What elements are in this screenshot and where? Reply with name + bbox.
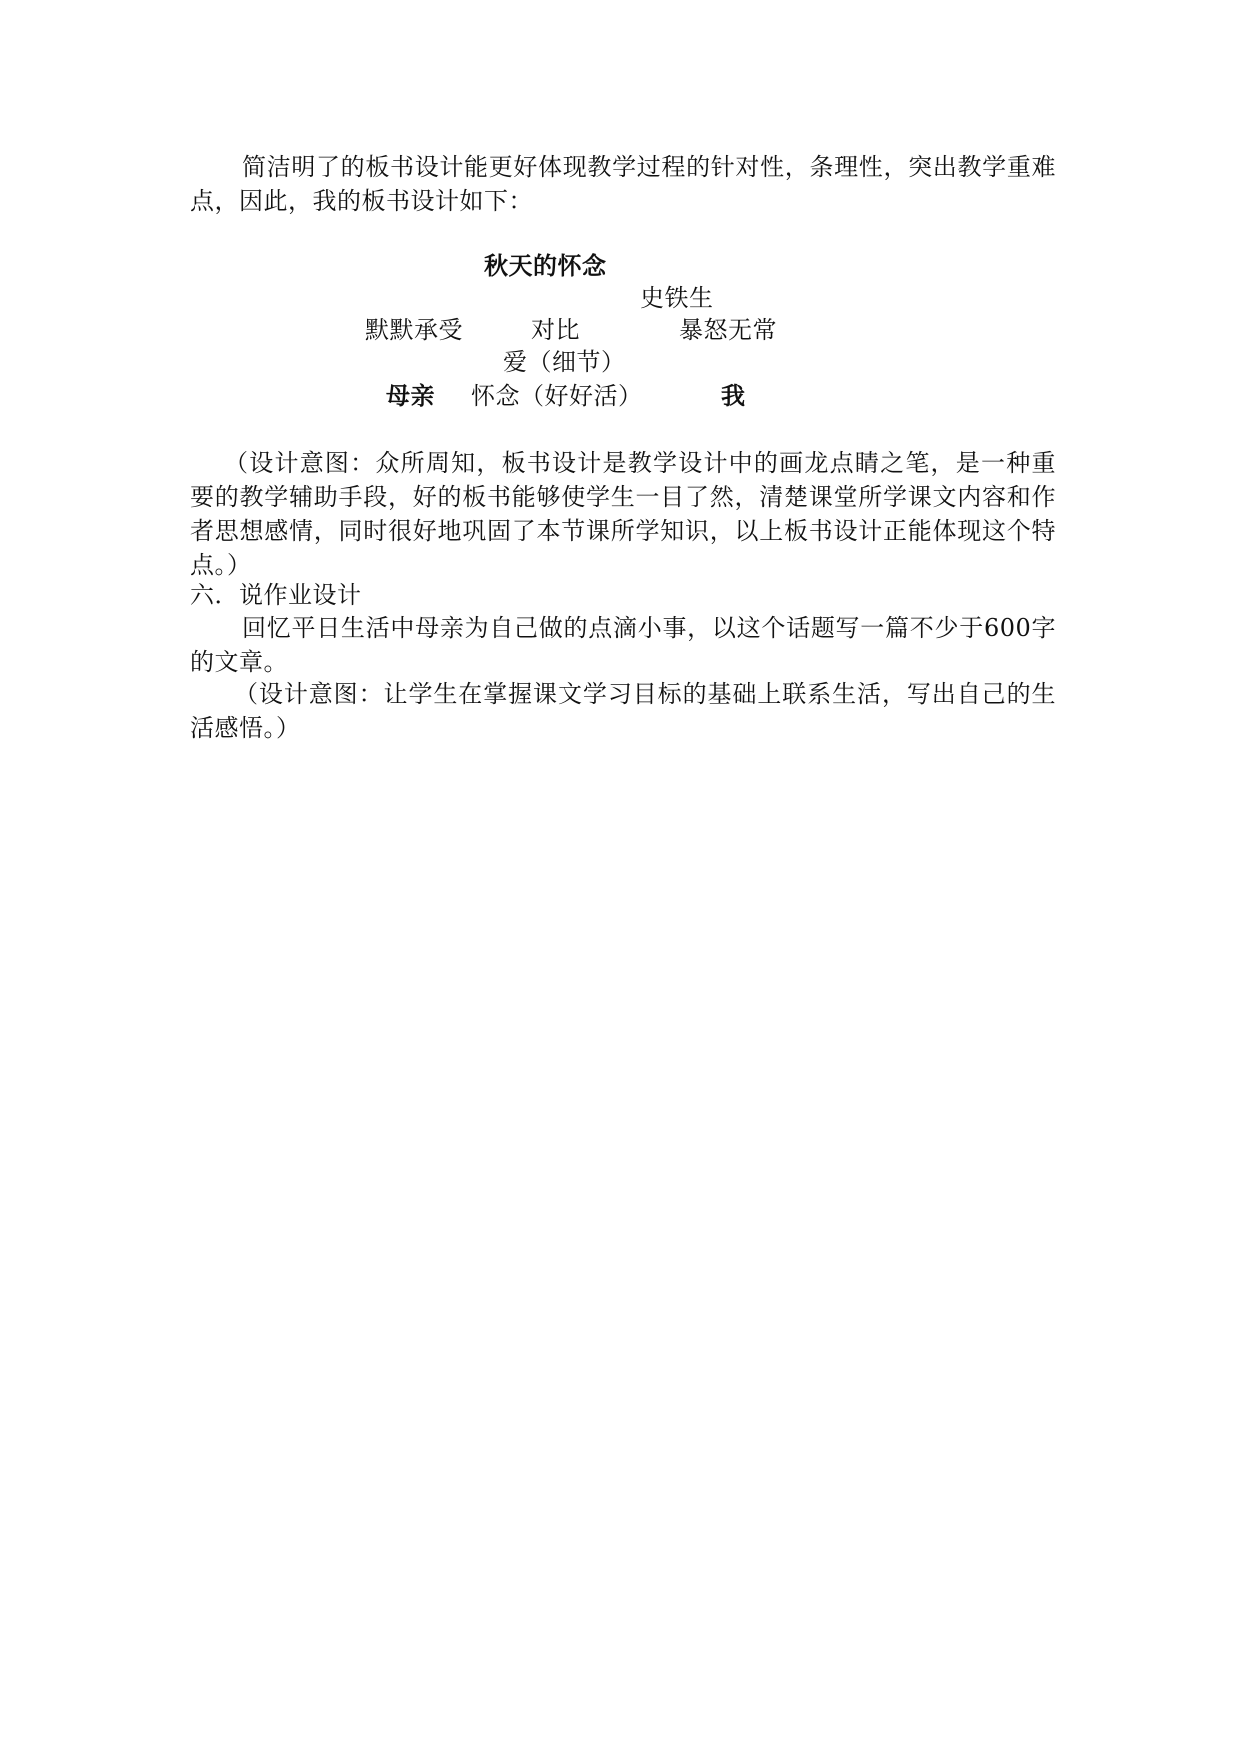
board-left-phrase: 默默承受 [365, 316, 463, 344]
section-heading: 六．说作业设计 [190, 581, 362, 609]
board-title: 秋天的怀念 [484, 252, 607, 280]
design-note-1: （设计意图：众所周知，板书设计是教学设计中的画龙点睛之笔，是一种重要的教学辅助手段，好的板书能够使学生一目了然，清楚课堂所学课文内容和作者思想感情，同时很好地巩固了本节课所学知识，以上板书设计正能体现这个特点。） [190, 449, 1056, 579]
board-me: 我 [721, 382, 746, 410]
board-love: 爱（细节） [503, 348, 626, 376]
board-middle-phrase: 对比 [531, 316, 580, 344]
board-right-phrase: 暴怒无常 [679, 316, 777, 344]
board-remembrance: 怀念（好好活） [471, 382, 643, 410]
intro-paragraph: 简洁明了的板书设计能更好体现教学过程的针对性，条理性，突出教学重难点，因此，我的板书设计如下： [190, 153, 1056, 215]
board-mother: 母亲 [386, 382, 435, 410]
homework-paragraph: 回忆平日生活中母亲为自己做的点滴小事，以这个话题写一篇不少于600字的文章。 [190, 614, 1056, 676]
design-note-2: （设计意图：让学生在掌握课文学习目标的基础上联系生活，写出自己的生活感悟。） [190, 680, 1056, 742]
board-author: 史铁生 [640, 284, 714, 312]
